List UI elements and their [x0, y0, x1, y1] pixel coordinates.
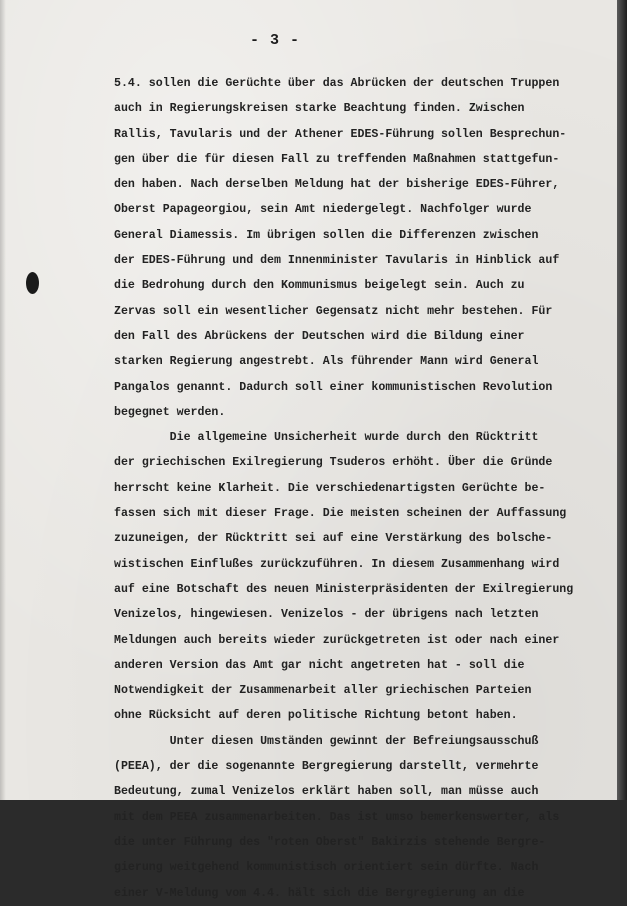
text-line: Zervas soll ein wesentlicher Gegensatz nicht mehr bestehen. Für [114, 304, 553, 318]
text-line: auch in Regierungskreisen starke Beachtung finden. Zwischen [114, 102, 525, 116]
text-line: Rallis, Tavularis und der Athener EDES-Führung sollen Besprechun- [114, 127, 567, 141]
text-line: gen über die für diesen Fall zu treffenden Maßnahmen stattgefun- [114, 152, 560, 166]
text-line: Bedeutung, zumal Venizelos erklärt haben soll, man müsse auch [114, 785, 539, 799]
text-line: die Bedrohung durch den Kommunismus beigelegt sein. Auch zu [114, 279, 525, 293]
text-line: Venizelos, hingewiesen. Venizelos - der übrigens nach letzten [114, 608, 539, 622]
text-line: mit dem PEEA zusammenarbeiten. Das ist umso bemerkenswerter, als [114, 810, 560, 824]
text-line: ohne Rücksicht auf deren politische Richtung betont haben. [114, 709, 518, 723]
text-line: anderen Version das Amt gar nicht angetreten hat - soll die [114, 658, 525, 672]
text-line: Unter diesen Umständen gewinnt der Befreiungsausschuß [114, 734, 539, 748]
text-line: starken Regierung angestrebt. Als führender Mann wird General [114, 355, 539, 369]
text-line: gierung weitgehend kommunistisch orientiert sein dürfte. Nach [114, 861, 539, 875]
text-line: General Diamessis. Im übrigen sollen die Differenzen zwischen [114, 228, 539, 242]
text-line: der griechischen Exilregierung Tsuderos erhöht. Über die Gründe [114, 456, 553, 470]
text-line: Oberst Papageorgiou, sein Amt niedergelegt. Nachfolger wurde [114, 203, 532, 217]
text-line: 5.4. sollen die Gerüchte über das Abrücken der deutschen Truppen [114, 77, 560, 90]
text-line: zuzuneigen, der Rücktritt sei auf eine Verstärkung des bolsche- [114, 532, 553, 546]
punch-hole [26, 272, 39, 294]
text-line: auf eine Botschaft des neuen Ministerpräsidenten der Exilregierung [114, 582, 574, 596]
text-line: Die allgemeine Unsicherheit wurde durch den Rücktritt [114, 431, 539, 445]
page-left-shadow [0, 0, 6, 800]
body-text [114, 71, 614, 906]
text-line: herrscht keine Klarheit. Die verschiedenartigsten Gerüchte be- [114, 481, 546, 495]
text-line: fassen sich mit dieser Frage. Die meisten scheinen der Auffassung [114, 507, 567, 521]
text-line: den haben. Nach derselben Meldung hat der bisherige EDES-Führer, [114, 178, 560, 192]
text-line: die unter Führung des "roten Oberst" Bakirzis stehende Bergre- [114, 835, 546, 849]
text-line: Notwendigkeit der Zusammenarbeit aller griechischen Parteien [114, 684, 532, 698]
text-line: begegnet werden. [114, 405, 226, 419]
text-line: Meldungen auch bereits wieder zurückgetreten ist oder nach einer [114, 633, 560, 647]
text-line: den Fall des Abrückens der Deutschen wird die Bildung einer [114, 329, 525, 343]
text-line: wistischen Einflußes zurückzuführen. In diesem Zusammenhang wird [114, 557, 560, 571]
page-number: - 3 - [250, 32, 301, 49]
text-line: der EDES-Führung und dem Innenminister Tavularis in Hinblick auf [114, 254, 560, 268]
text-line: Pangalos genannt. Dadurch soll einer kommunistischen Revolution [114, 380, 553, 394]
text-line: einer V-Meldung vom 4.4. hält sich die Bergregierung an die [114, 886, 525, 900]
page-right-edge [617, 0, 627, 800]
text-line: (PEEA), der die sogenannte Bergregierung darstellt, vermehrte [114, 760, 539, 774]
